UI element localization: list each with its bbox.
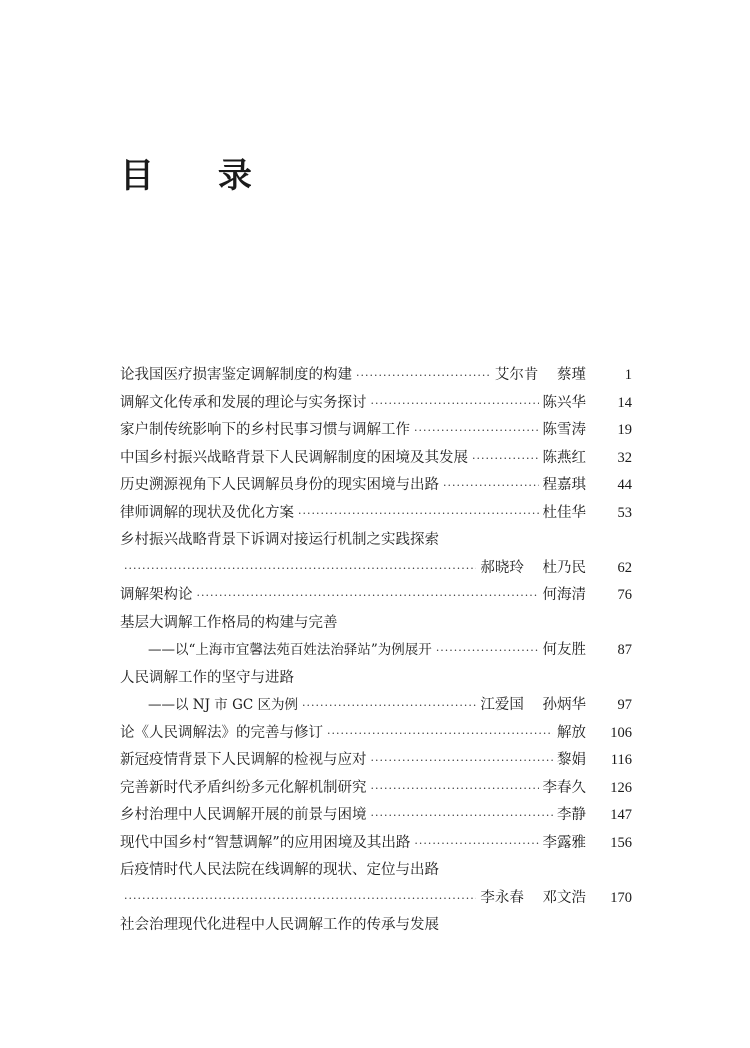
toc-entry[interactable] — [120, 362, 632, 390]
entry-page: 156 — [610, 834, 632, 851]
entry-page: 1 — [624, 367, 632, 383]
dot-leader — [197, 582, 539, 610]
entry-title: 历史溯源视角下人民调解员身份的现实困境与出路 — [120, 477, 439, 493]
entry-author: 陈燕红 — [542, 449, 586, 466]
entry-title: 律师调解的现状及优化方案 — [120, 504, 294, 521]
entry-page: 19 — [617, 422, 632, 438]
toc-entry[interactable] — [120, 775, 632, 803]
entry-title: 调解文化传承和发展的理论与实务探讨 — [120, 394, 367, 411]
entry-page: 97 — [617, 697, 632, 713]
entry-author: 程嘉琪 — [542, 477, 586, 493]
entry-author: 李静 — [557, 807, 586, 823]
entry-page: 116 — [610, 752, 632, 768]
entry-page: 14 — [617, 394, 632, 411]
entry-title: 新冠疫情背景下人民调解的检视与应对 — [120, 752, 367, 768]
entry-page: 62 — [617, 559, 632, 576]
entry-title: 后疫情时代人民法院在线调解的现状、定位与出路 — [120, 862, 439, 878]
dot-leader — [298, 500, 539, 528]
toc-entry-continuation[interactable] — [120, 885, 632, 913]
entry-page: 76 — [617, 587, 632, 603]
entry-author: 李露雅 — [542, 834, 586, 851]
toc-entry[interactable] — [120, 830, 632, 858]
toc-entry[interactable] — [120, 417, 632, 445]
entry-page: 106 — [610, 724, 632, 741]
entry-page: 126 — [610, 779, 632, 796]
dot-leader — [302, 692, 476, 720]
entry-author: 艾尔肯 蔡瑾 — [494, 367, 586, 383]
toc-entry-title-line[interactable] — [120, 665, 632, 693]
toc-entry[interactable] — [120, 747, 632, 775]
entry-author: 陈雪涛 — [542, 422, 586, 438]
toc-entry[interactable] — [120, 720, 632, 748]
entry-title: 调解架构论 — [120, 587, 193, 603]
toc-entry-title-line[interactable] — [120, 610, 632, 638]
entry-title: 现代中国乡村“智慧调解”的应用困境及其出路 — [120, 834, 411, 851]
toc-entry[interactable] — [120, 445, 632, 473]
toc-entry-title-line[interactable] — [120, 912, 632, 940]
entry-page: 147 — [610, 807, 632, 823]
entry-page: 87 — [617, 642, 632, 658]
entry-title: 社会治理现代化进程中人民调解工作的传承与发展 — [120, 917, 439, 933]
entry-author: 何海清 — [542, 587, 586, 603]
toc-entry-title-line[interactable] — [120, 527, 632, 555]
dot-leader — [371, 390, 539, 418]
dot-leader — [472, 445, 539, 473]
entry-title: 人民调解工作的坚守与进路 — [120, 669, 294, 686]
entry-title: 中国乡村振兴战略背景下人民调解制度的困境及其发展 — [120, 449, 468, 466]
dot-leader — [327, 720, 553, 748]
entry-author: 黎娟 — [557, 752, 586, 768]
entry-title: 论我国医疗损害鉴定调解制度的构建 — [120, 367, 352, 383]
entry-page: 53 — [617, 504, 632, 521]
entry-author: 陈兴华 — [542, 394, 586, 411]
table-of-contents — [120, 362, 632, 940]
entry-title: 完善新时代矛盾纠纷多元化解机制研究 — [120, 779, 367, 796]
toc-entry-subtitle[interactable] — [120, 637, 632, 665]
toc-entry-subtitle[interactable] — [120, 692, 632, 720]
entry-title: 乡村治理中人民调解开展的前景与困境 — [120, 807, 367, 823]
entry-subtitle: ——以“上海市宜馨法苑百姓法治驿站”为例展开 — [148, 642, 432, 658]
entry-title: 论《人民调解法》的完善与修订 — [120, 724, 323, 741]
entry-author: 江爱国 孙炳华 — [480, 697, 586, 713]
entry-subtitle: ——以 NJ 市 GC 区为例 — [148, 697, 299, 713]
toc-entry-title-line[interactable] — [120, 857, 632, 885]
entry-page: 44 — [617, 477, 632, 493]
dot-leader — [124, 555, 476, 583]
toc-entry[interactable] — [120, 802, 632, 830]
dot-leader — [371, 747, 554, 775]
entry-page: 32 — [617, 449, 632, 466]
dot-leader — [371, 775, 539, 803]
dot-leader — [414, 830, 538, 858]
entry-author: 解放 — [557, 724, 586, 741]
dot-leader — [124, 885, 476, 913]
toc-entry[interactable] — [120, 472, 632, 500]
dot-leader — [371, 802, 554, 830]
toc-entry[interactable] — [120, 390, 632, 418]
entry-author: 李永春 邓文浩 — [480, 889, 586, 906]
entry-author: 郝晓玲 杜乃民 — [480, 559, 586, 576]
entry-title: 乡村振兴战略背景下诉调对接运行机制之实践探索 — [120, 532, 439, 548]
entry-author: 何友胜 — [542, 642, 586, 658]
toc-entry-continuation[interactable] — [120, 555, 632, 583]
toc-entry[interactable] — [120, 582, 632, 610]
entry-author: 李春久 — [542, 779, 586, 796]
entry-page: 170 — [610, 889, 632, 906]
dot-leader — [443, 472, 539, 500]
dot-leader — [356, 362, 491, 390]
dot-leader — [436, 637, 539, 665]
entry-title: 家户制传统影响下的乡村民事习惯与调解工作 — [120, 422, 410, 438]
entry-author: 杜佳华 — [542, 504, 586, 521]
page-title: 目 录 — [120, 156, 278, 196]
entry-title: 基层大调解工作格局的构建与完善 — [120, 614, 338, 631]
toc-entry[interactable] — [120, 500, 632, 528]
dot-leader — [414, 417, 539, 445]
